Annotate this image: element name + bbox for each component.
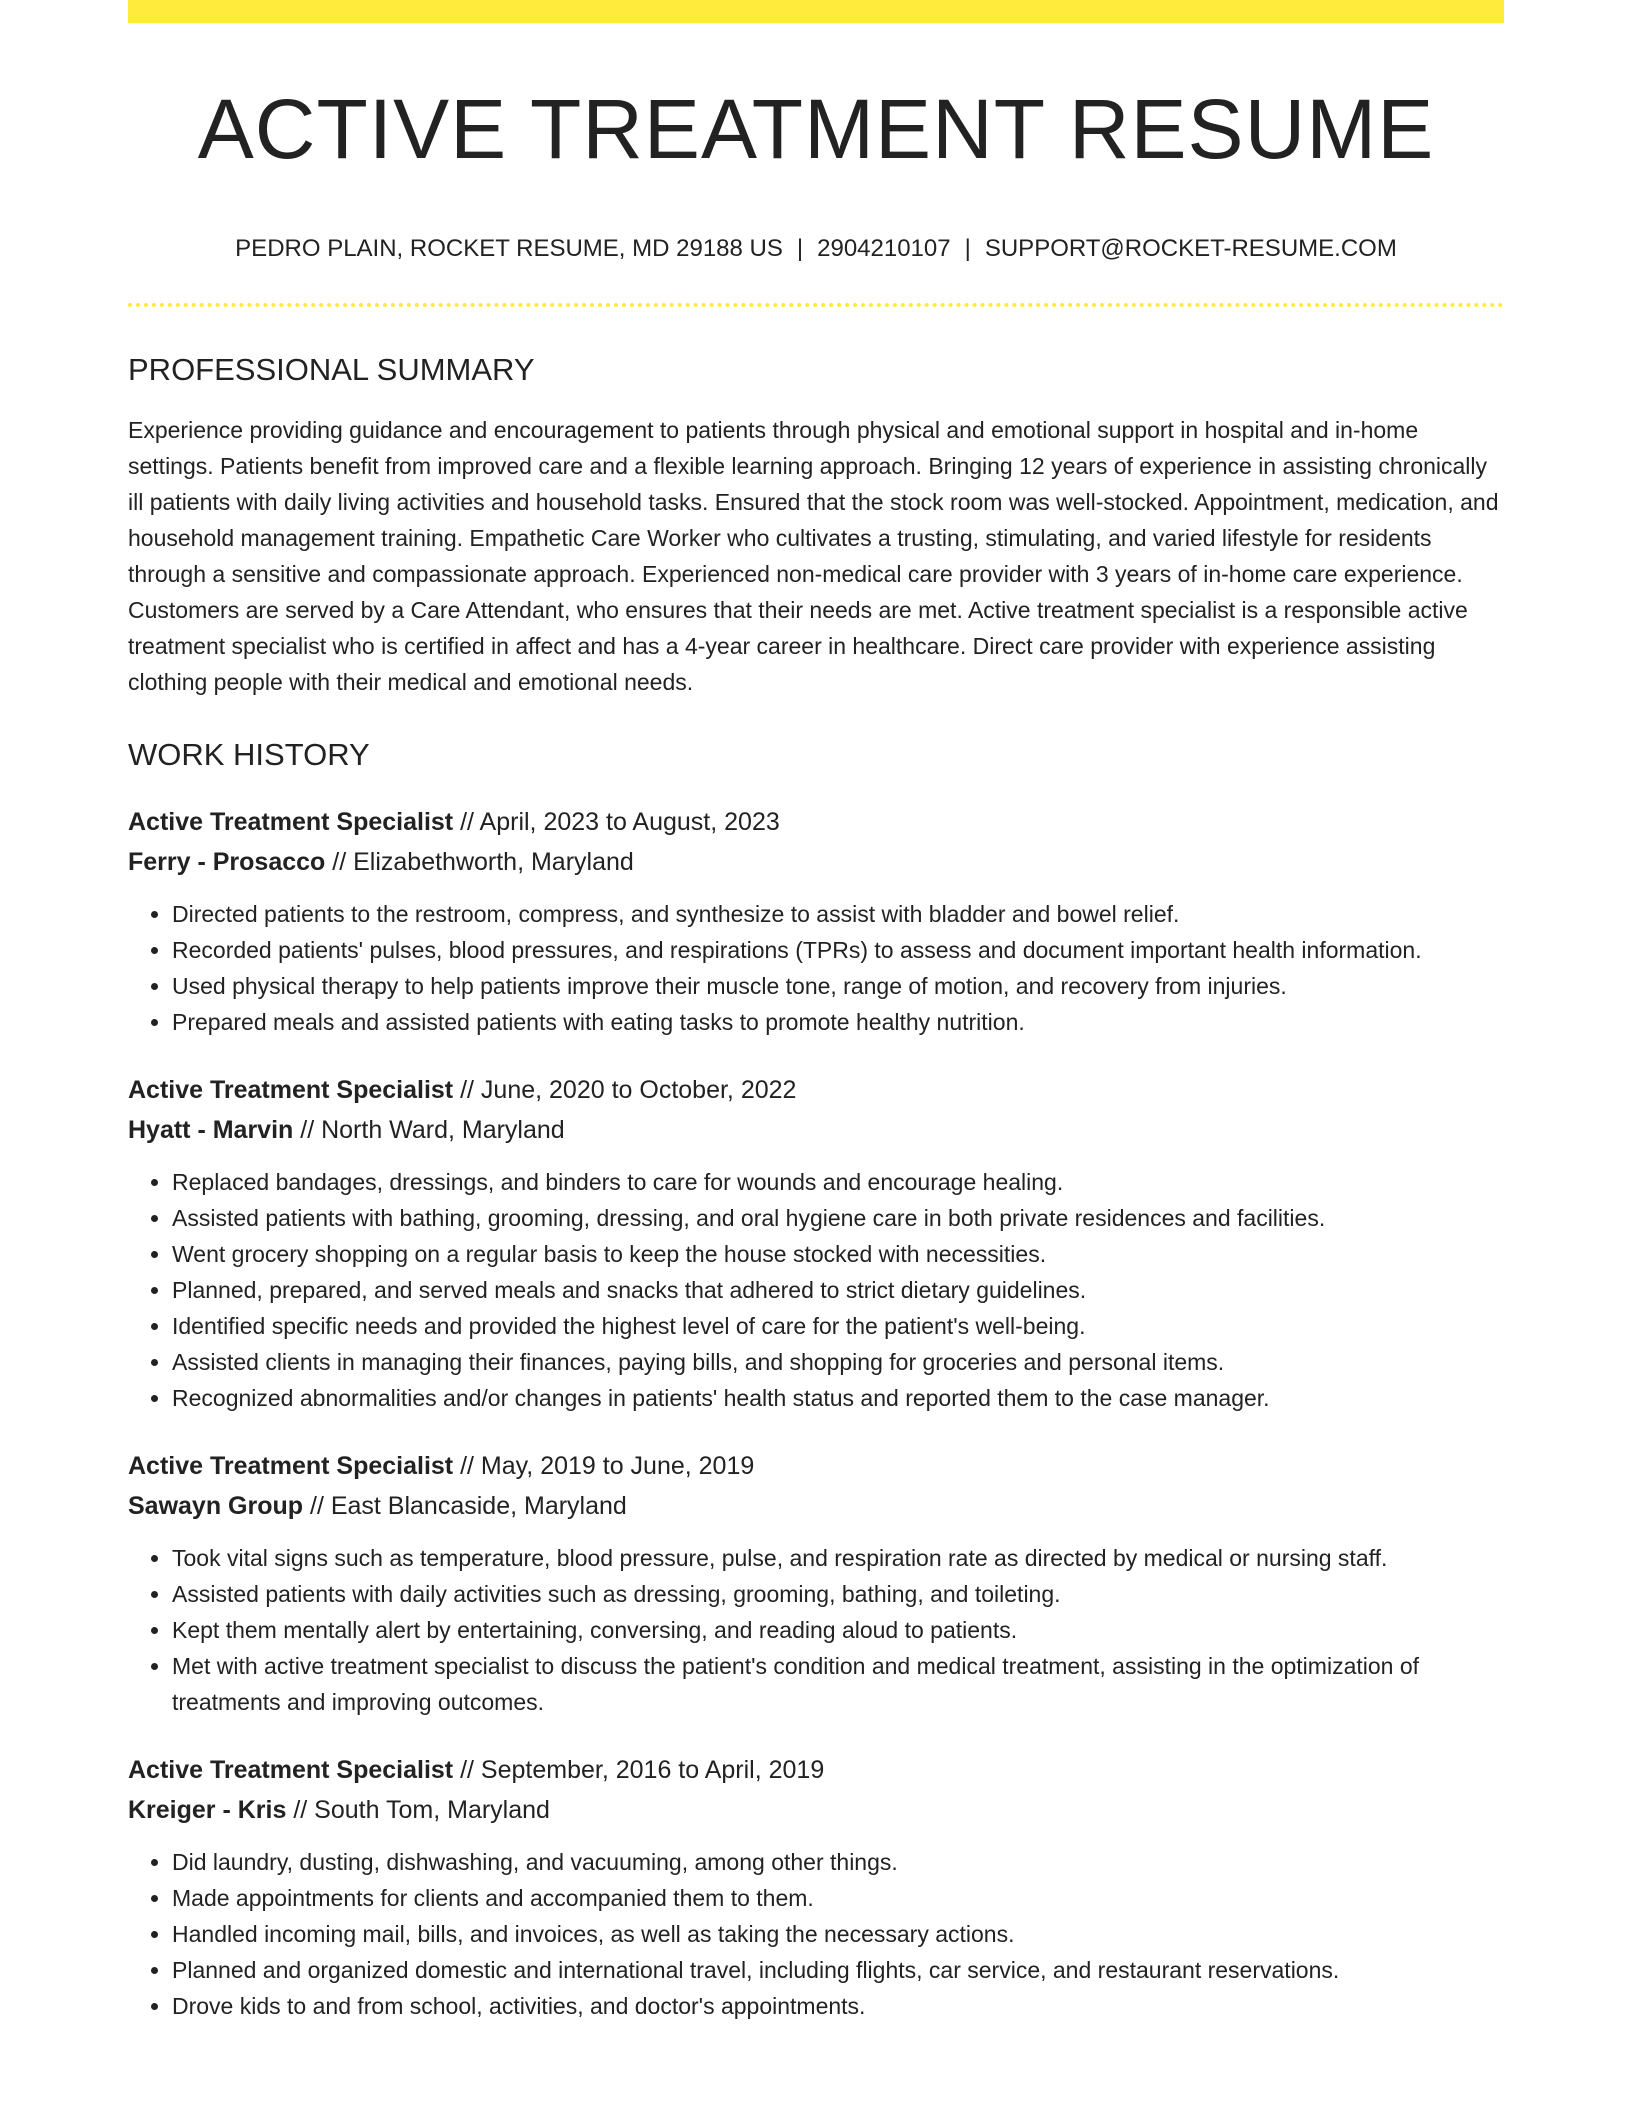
job-bullet: • Recorded patients' pulses, blood pressures, and respirations (TPRs) to assess and document important health information. [172,932,1504,968]
job-company-line [128,842,1504,882]
resume-page [128,0,1504,2024]
job-bullet: • Took vital signs such as temperature, blood pressure, pulse, and respiration rate as directed by medical or nursing staff. [172,1540,1504,1576]
job-role-line [128,1070,1504,1110]
contact-email: SUPPORT@ROCKET-RESUME.COM [984,235,1397,263]
job-location: // South Tom, Maryland [286,1795,550,1824]
job-company: Ferry - Prosacco [128,847,326,876]
job-bullets [128,896,1504,1040]
job-bullet: • Assisted patients with daily activities such as dressing, grooming, bathing, and toileting. [172,1576,1504,1612]
accent-bar [128,0,1504,23]
job-bullets [128,1540,1504,1720]
job-company-line [128,1486,1504,1526]
job-bullets [128,1844,1504,2024]
job-entry [128,1446,1504,1720]
job-bullet: • Met with active treatment specialist to discuss the patient's condition and medical treatment, assisting in the optimization of treatments and improving outcomes. [172,1648,1504,1720]
job-company-line [128,1790,1504,1830]
work-history-list [128,802,1504,2024]
job-bullet: • Identified specific needs and provided the highest level of care for the patient's well-being. [172,1308,1504,1344]
job-role-line [128,802,1504,842]
job-company: Sawayn Group [128,1491,304,1520]
job-role: Active Treatment Specialist [128,1075,454,1104]
job-bullet: • Did laundry, dusting, dishwashing, and vacuuming, among other things. [172,1844,1504,1880]
job-company: Hyatt - Marvin [128,1115,294,1144]
job-bullet: • Assisted patients with bathing, grooming, dressing, and oral hygiene care in both private residences and facilities. [172,1200,1504,1236]
job-bullet: • Handled incoming mail, bills, and invoices, as well as taking the necessary actions. [172,1916,1504,1952]
job-dates: // June, 2020 to October, 2022 [453,1075,797,1104]
job-entry [128,1750,1504,2024]
job-bullet: • Planned, prepared, and served meals and snacks that adhered to strict dietary guidelines. [172,1272,1504,1308]
job-bullet: • Went grocery shopping on a regular basis to keep the house stocked with necessities. [172,1236,1504,1272]
job-location: // Elizabethworth, Maryland [325,847,634,876]
contact-separator: | [964,235,971,263]
contact-phone: 2904210107 [817,235,951,263]
job-company-line [128,1110,1504,1150]
job-company: Kreiger - Kris [128,1795,287,1824]
job-bullet: • Planned and organized domestic and international travel, including flights, car service, and restaurant reservations. [172,1952,1504,1988]
resume-title: ACTIVE TREATMENT RESUME [197,82,1435,176]
job-location: // East Blancaside, Maryland [303,1491,627,1520]
contact-line [128,235,1504,264]
job-bullets [128,1164,1504,1416]
job-bullet: • Used physical therapy to help patients improve their muscle tone, range of motion, and recovery from injuries. [172,968,1504,1004]
job-dates: // September, 2016 to April, 2019 [453,1755,825,1784]
contact-address: PEDRO PLAIN, ROCKET RESUME, MD 29188 US [235,235,783,263]
job-bullet: • Directed patients to the restroom, compress, and synthesize to assist with bladder and bowel relief. [172,896,1504,932]
job-dates: // May, 2019 to June, 2019 [453,1451,755,1480]
dotted-divider [128,303,1504,307]
summary-text: Experience providing guidance and encouragement to patients through physical and emotional support in hospital and in-home settings. Patients benefit from improved care and a flexible learning approach. Bringing 12 years of experience in assisting chronically ill patients with daily living activities and household tasks. Ensured that the stock room was well-stocked. Appointment, medication, and household management training. Empathetic Care Worker who cultivates a trusting, stimulating, and varied lifestyle for residents through a sensitive and compassionate approach. Experienced non-medical care provider with 3 years of in-home care experience. Customers are served by a Care Attendant, who ensures that their needs are met. Active treatment specialist is a responsible active treatment specialist who is certified in affect and has a 4-year career in healthcare. Direct care provider with experience assisting clothing people with their medical and emotional needs. [128,417,1499,696]
job-bullet: • Kept them mentally alert by entertaining, conversing, and reading aloud to patients. [172,1612,1504,1648]
job-role: Active Treatment Specialist [128,1755,454,1784]
job-location: // North Ward, Maryland [293,1115,565,1144]
contact-separator: | [796,235,804,263]
job-dates: // April, 2023 to August, 2023 [453,807,780,836]
job-role-line [128,1446,1504,1486]
job-entry [128,802,1504,1040]
summary-heading: PROFESSIONAL SUMMARY [128,352,535,388]
job-bullet: • Prepared meals and assisted patients with eating tasks to promote healthy nutrition. [172,1004,1504,1040]
job-bullet: • Recognized abnormalities and/or changes in patients' health status and reported them to the case manager. [172,1380,1504,1416]
job-role: Active Treatment Specialist [128,1451,454,1480]
job-entry [128,1070,1504,1416]
job-role: Active Treatment Specialist [128,807,454,836]
job-role-line [128,1750,1504,1790]
job-bullet: • Made appointments for clients and accompanied them to them. [172,1880,1504,1916]
work-history-heading: WORK HISTORY [128,737,370,773]
job-bullet: • Drove kids to and from school, activities, and doctor's appointments. [172,1988,1504,2024]
job-bullet: • Replaced bandages, dressings, and binders to care for wounds and encourage healing. [172,1164,1504,1200]
job-bullet: • Assisted clients in managing their finances, paying bills, and shopping for groceries and personal items. [172,1344,1504,1380]
